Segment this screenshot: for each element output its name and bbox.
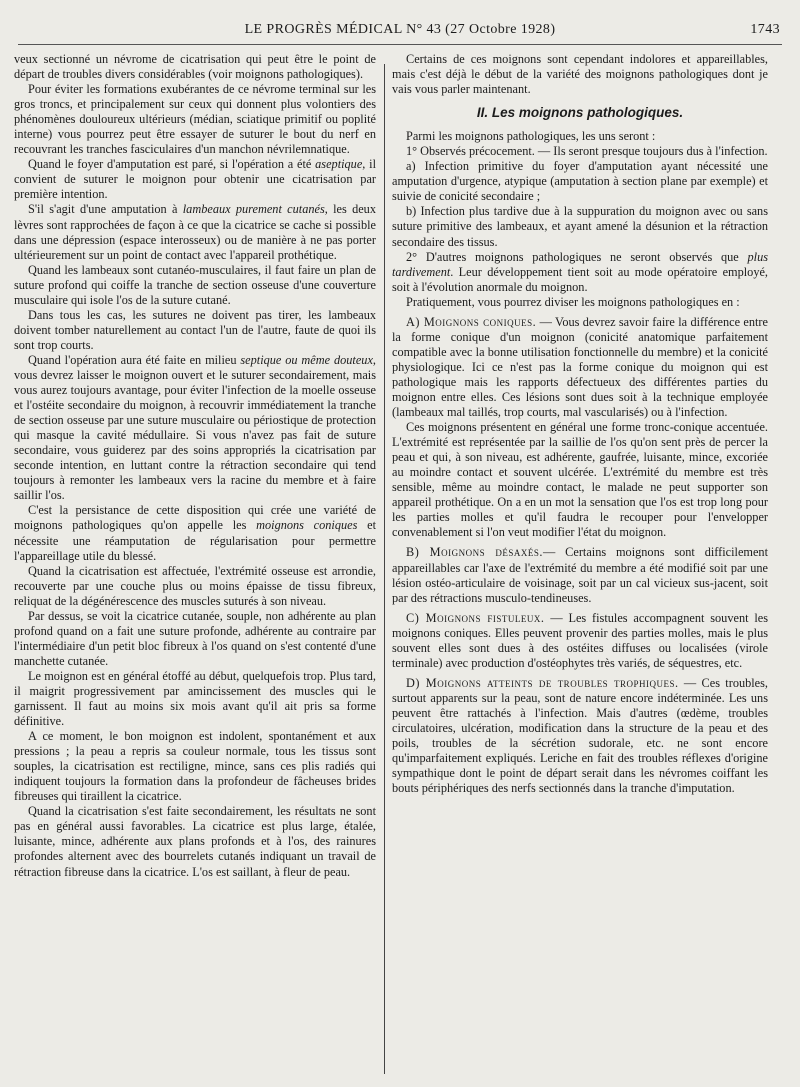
paragraph: Pour éviter les formations exubérantes de ce névrome terminal sur les gros troncs, et principalement sur ceux qui donnent plus volontiers des phénomènes douloureux ultérieurs (médian, sciatique primitif ou poplité interne) vous pourrez peut être essayer de suturer le bout du nerf en recouvrant les tranches fasciculaires d'un manchon névrilemnatique. <box>14 82 376 157</box>
paragraph <box>392 676 768 796</box>
paragraph <box>14 202 376 262</box>
paragraph <box>14 157 376 202</box>
paragraph <box>14 503 376 563</box>
paragraph: Certains de ces moignons sont cependant indolores et appareillables, mais c'est déjà le début de la variété des moignons pathologiques dont je vais vous parler maintenant. <box>392 52 768 97</box>
page-number: 1743 <box>750 22 780 37</box>
paragraph: 1° Observés précocement. — Ils seront presque toujours dus à l'infection. <box>406 144 768 159</box>
paragraph <box>392 315 768 420</box>
text-run: , vous devrez laisser le moignon ouvert et le suturer secondairement, mais vous aurez toujours avantage, pour éviter l'infection de la moelle osseuse et l'ostéite secondaire du moignon, à recouvrir immédiatement la tranche de section osseuse par une suture musculaire ou périostique de protection qui masque la cavité médullaire. Si vous n'avez pas fait de suture secondaire, vous guiderez par des soins appropriés la cicatrisation par seconde intention, en luttant contre la rétraction secondaire qui tend toujours à remonter les lambeaux vers la racine du membre et à faire saillir l'os. <box>14 352 376 503</box>
text-run: — Les fistules accompagnent souvent les moignons coniques. Elles peuvent provenir des parties molles, mais le plus souvent elles sont dues à des ostéites diffuses ou localisées (virole terminale) avec production d'ostéophytes très variés, de séquestres, etc. <box>392 610 768 670</box>
text-run: . Leur développement tient soit au mode opératoire employé, soit à l'évolution anormale du moignon. <box>392 264 768 294</box>
text-run: et nécessite une réamputation de régularisation pour permettre l'appareillage utile du blessé. <box>14 518 376 563</box>
italic-term: plus tardivement <box>392 249 768 279</box>
paragraph: Parmi les moignons pathologiques, les uns seront : <box>406 129 656 144</box>
subsection-label: C) Moignons fistuleux. <box>406 610 545 625</box>
paragraph <box>392 611 768 671</box>
text-run: — Certains moignons sont difficilement appareillables car l'axe de l'extrémité du membre a été modifié soit par une lésion ostéo-articulaire de voisinage, soit par un cal vicieux sus-jacent, soit par des rétractions musculo-tendineuses. <box>392 545 768 605</box>
paragraph: Ces moignons présentent en général une forme tronc-conique accentuée. L'extrémité est représentée par la saillie de l'os qu'on sent près de percer la peau et qui, à son niveau, est adhérente, gaufrée, luisante, mince, excoriée au moindre contact et souvent ulcérée. L'extrémité du membre est très sensible, même au moindre contact, le malade ne peut supporter son appareil prothétique. On a en un mot la sensation que l'os est trop long pour les parties molles et qu'il faudra le recouper pour l'envelopper convenablement si l'on veut modifier l'état du moignon. <box>392 420 768 540</box>
text-run: , il convient de suturer le moignon pour obtenir une cicatrisation par première intention. <box>14 157 376 202</box>
text-run: — Ces troubles, surtout apparents sur la peau, sont de nature encore indéterminée. Les uns peuvent être rattachés à l'infection. Mais d'autres (œdème, troubles circulatoires, ulcération, modification dans la structure de la peau et des poils, troubles de la sécrétion sudorale, etc. ne sont encore qu'imparfaitement expliqués. Leriche en fait des troubles réflexes d'origine sympathique dont le point de départ serait dans les névromes coiffant les bouts périphériques des nerfs sectionnés dans la tranche d'imputation. <box>392 675 768 796</box>
paragraph <box>392 250 768 295</box>
paragraph: Pratiquement, vous pourrez diviser les moignons pathologiques en : <box>406 294 740 309</box>
subsection-label: A) Moignons coniques. <box>406 314 537 329</box>
italic-term: lambeaux purement cutanés <box>182 202 325 217</box>
paragraph: Dans tous les cas, les sutures ne doivent pas tirer, les lambeaux doivent tomber naturellement au contact l'un de l'autre, faute de quoi ils sont trop courts. <box>14 307 376 352</box>
paragraph: a) Infection primitive du foyer d'amputation ayant nécessité une amputation d'urgence, atypique (amputation à section plane par exemple) et suivie de conicité secondaire ; <box>392 159 768 204</box>
paragraph: Par dessus, se voit la cicatrice cutanée, souple, non adhérente au plan profond quand on a fait une suture profonde, adhérente au contraire par l'intermédiaire d'un petit bloc fibreux à l'os quand on s'est contenté d'une manchette cutanée. <box>14 608 376 668</box>
paragraph: veux sectionné un névrome de cicatrisation qui peut être le point de départ de troubles divers considérables (voir moignons pathologiques). <box>14 52 376 82</box>
paragraph: Le moignon est en général étoffé au début, quelquefois trop. Plus tard, il maigrit progressivement par amincissement des muscles qui le garnissent. Il faut au moins six mois avant qu'il ait pris sa forme définitive. <box>14 668 376 729</box>
paragraph <box>392 545 768 605</box>
text-run: , les deux lèvres sont rapprochées de façon à ce que la cicatrice se cache si possible dans une dépression (espace interosseux) ou de manière à ne pas porter ultérieurement sur un point de contact avec l'appareil prothétique. <box>14 202 376 262</box>
running-header <box>18 18 782 45</box>
paragraph <box>14 353 376 503</box>
italic-term: moignons coniques <box>256 518 358 533</box>
italic-term: septique ou même douteux <box>240 352 373 367</box>
paragraph: b) Infection plus tardive due à la suppuration du moignon avec ou sans suture primitive des lambeaux, et ayant amené la désunion et la rétraction secondaire des tissus. <box>392 204 768 249</box>
paragraph: Quand la cicatrisation est affectuée, l'extrémité osseuse est arrondie, recouverte par une couche plus ou moins épaisse de tissu fibreux, reliquat de la dégénérescence des muscles suturés à son niveau. <box>14 563 376 608</box>
subsection-label: D) Moignons atteints de troubles trophiques. <box>406 675 679 690</box>
section-title: II. Les moignons pathologiques. <box>476 105 684 121</box>
text-run: S'il s'agit d'une amputation à <box>28 202 183 217</box>
left-column <box>14 52 376 1082</box>
paragraph: Quand la cicatrisation s'est faite secondairement, les résultats ne sont pas en général aussi favorables. La cicatrice est plus large, étalée, luisante, mince, adhérente aux plans profonds et à l'os, des rainures profondes alternent avec des bourrelets cutanés indiquant un travail de rétraction fibreuse dans la cicatrice. L'os est saillant, à fleur de peau. <box>14 804 376 879</box>
text-run: 2° D'autres moignons pathologiques ne seront observés que <box>406 249 748 264</box>
column-divider <box>384 64 385 1074</box>
text-run: Quand l'opération aura été faite en milieu <box>28 352 241 367</box>
text-run: C'est la persistance de cette disposition qui crée une variété de moignons pathologiques qu'on appelle les <box>14 503 376 533</box>
text-run: Quand le foyer d'amputation est paré, si l'opération a été <box>28 157 316 172</box>
subsection-label: B) Moignons désaxés. <box>406 545 544 560</box>
paragraph: Quand les lambeaux sont cutanéo-musculaires, il faut faire un plan de suture profond qui coiffe la tranche de section osseuse d'une couverture musculaire qui isole l'os de la suture cutané. <box>14 262 376 307</box>
running-title: LE PROGRÈS MÉDICAL N° 43 (27 Octobre 1928) <box>244 22 556 37</box>
italic-term: aseptique <box>315 157 363 172</box>
text-run: — Vous devrez savoir faire la différence entre la forme conique d'un moignon (conicité anatomique parfaitement compatible avec la bonne utilisation fonctionnelle du membre) et la conicité physiologique. Ici ce n'est pas la forme conique du moignon qui est pathologique mais les rapports défectueux des différentes parties du moignon entre elles. Ces lésions sont dues soit à la technique employée (lambeaux mal taillés, trop courts, mal vascularisés) ou à l'infection. <box>392 314 768 420</box>
paragraph: A ce moment, le bon moignon est indolent, spontanément et aux pressions ; la peau a repris sa couleur normale, tous les tissus sont souples, la cicatrisation est rectiligne, mince, sans ces plis radiés qui indiquent toujours la formation dans la profondeur de fâcheuses brides fibreuses qui tiraillent la cicatrice. <box>14 729 376 804</box>
right-column <box>392 52 768 1082</box>
